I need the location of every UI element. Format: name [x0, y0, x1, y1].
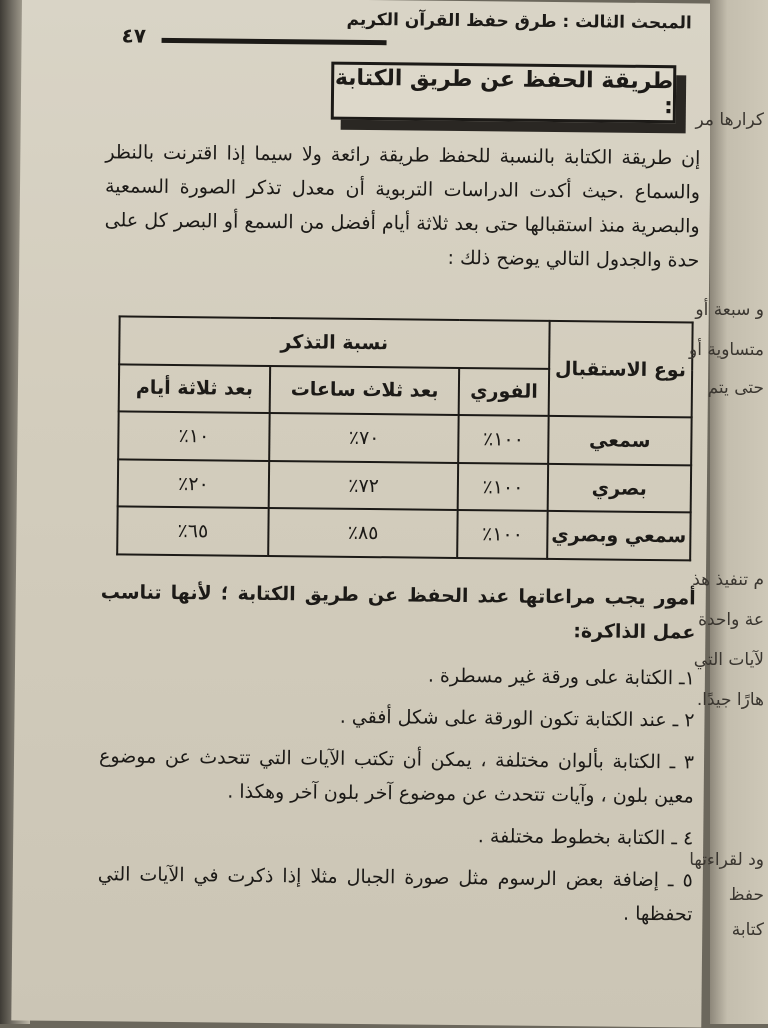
recall-rate-header: نسبة التذكر: [119, 316, 549, 368]
table-cell: ١٠٠٪: [458, 510, 548, 559]
facing-page-text: حتى يتم: [707, 378, 764, 398]
facing-page-text: لآيات التي: [693, 650, 764, 670]
table-cell: ٧٠٪: [269, 413, 459, 463]
section-title: طريقة الحفظ عن طريق الكتابة :: [334, 65, 674, 120]
table-row: [118, 412, 691, 466]
table-cell: ١٠٪: [118, 412, 270, 461]
row-type: سمعي وبصري: [547, 511, 691, 560]
notes-heading: أمور يجب مراعاتها عند الحفظ عن طريق الكتابة ؛ لأنها تناسب عمل الذاكرة:: [100, 581, 696, 644]
facing-page-text: عة واحدة: [698, 610, 764, 630]
facing-page-text: و سبعة أو: [695, 300, 764, 320]
table-cell: ١٠٠٪: [458, 463, 548, 512]
col-after-three-hours: بعد ثلاث ساعات: [270, 366, 460, 416]
facing-page-edge: [689, 0, 768, 1024]
page-number: ٤٧: [121, 23, 147, 48]
chapter-title: المبحث الثالث : طرق حفظ القرآن الكريم: [346, 9, 692, 34]
list-item: ٤ ـ الكتابة بخطوط مختلفة .: [477, 825, 694, 850]
reception-type-header: نوع الاستقبال: [548, 321, 692, 418]
facing-page-text: م تنفيذ هذ: [692, 570, 764, 590]
table-cell: ٧٢٪: [269, 461, 459, 511]
header-rule: [162, 38, 387, 45]
recall-rate-table: [116, 315, 693, 561]
list-item: ٥ ـ إضافة بعض الرسوم مثل صورة الجبال مثلا إذا ذكرت في الآيات التي تحفظها .: [97, 863, 693, 926]
table-row: [118, 459, 691, 513]
facing-page-text: كرارها مر: [695, 110, 764, 130]
list-item: ٢ ـ عند الكتابة تكون الورقة على شكل أفقي .: [339, 705, 695, 732]
facing-page-text: هارًا جيدًا.: [696, 690, 764, 710]
row-type: سمعي: [548, 416, 692, 465]
table-cell: ٦٥٪: [117, 507, 269, 556]
facing-page-text: متساوية أو: [689, 340, 764, 360]
list-item: ١ـ الكتابة على ورقة غير مسطرة .: [427, 664, 696, 690]
list-item: ٣ ـ الكتابة بألوان مختلفة ، يمكن أن تكتب الآيات التي تتحدث عن موضوع معين بلون ، وآيات تتحدث عن موضوع آخر بلون آخر وهكذا .: [98, 745, 695, 808]
facing-page-text: ود لقراءتها: [689, 850, 764, 870]
col-immediate: الفوري: [459, 368, 549, 417]
facing-page-text: كتابة: [731, 920, 764, 940]
col-after-three-days: بعد ثلاثة أيام: [119, 364, 271, 413]
section-title-box: [331, 62, 677, 124]
table-cell: ١٠٠٪: [459, 415, 549, 464]
facing-page-text: حفظ: [728, 885, 764, 905]
book-page: [11, 0, 712, 1028]
row-type: بصري: [547, 464, 691, 513]
table-cell: ٨٥٪: [268, 508, 458, 558]
intro-paragraph: إن طريقة الكتابة بالنسبة للحفظ طريقة رائعة ولا سيما إذا اقترنت بالنظر والسماع .حيث أكدت الدراسات التربوية أن معدل تذكر الصورة السمعية والبصرية منذ استقبالها حتى بعد ثلاثة أيام أفضل من السمع أو البصر كل على حدة والجدول التالي يوضح ذلك :: [104, 141, 701, 272]
running-header: [121, 7, 691, 53]
table-row: [117, 507, 690, 561]
table-cell: ٢٠٪: [118, 459, 270, 508]
notes-list: [97, 655, 695, 939]
